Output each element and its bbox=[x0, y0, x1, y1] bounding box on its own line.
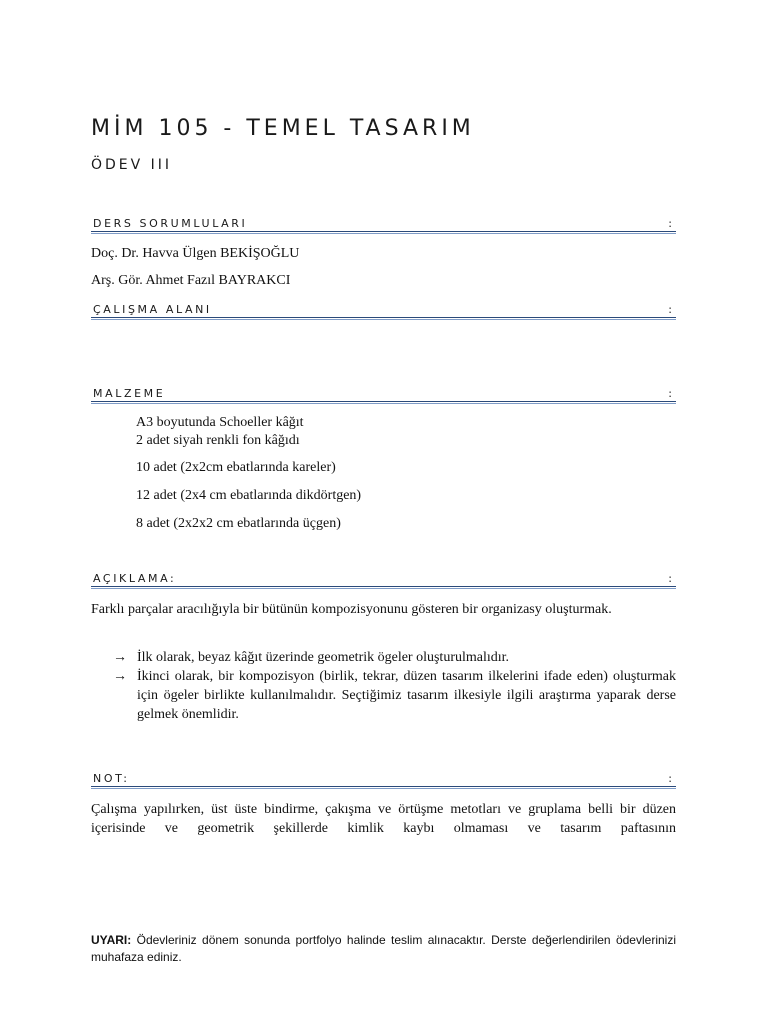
section-label: DERS SORUMLULARI bbox=[93, 217, 248, 230]
instructor-name: Doç. Dr. Havva Ülgen BEKİŞOĞLU bbox=[91, 246, 300, 261]
section-colon: : bbox=[668, 572, 672, 585]
arrow-icon: → bbox=[113, 650, 127, 665]
section-label: MALZEME bbox=[93, 387, 166, 400]
section-colon: : bbox=[668, 772, 672, 785]
material-item: 10 adet (2x2cm ebatlarında kareler) bbox=[136, 460, 336, 475]
note-text: Çalışma yapılırken, üst üste bindirme, çakışma ve örtüşme metotları ve gruplama belli bir düzen içerisinde ve geometrik şekillerde kimlik kaybı olmaması ve tasarım paftasının bbox=[91, 802, 676, 836]
section-rule bbox=[91, 788, 676, 789]
section-rule bbox=[91, 586, 676, 587]
document-title: MİM 105 - TEMEL TASARIM bbox=[91, 116, 475, 141]
section-rule bbox=[91, 317, 676, 318]
section-rule bbox=[91, 231, 676, 232]
section-header-calisma-alani bbox=[91, 296, 676, 320]
bullet-text: İkinci olarak, bir kompozisyon (birlik, tekrar, düzen tasarım ilkelerini ifade eden) oluşturmak için ögeler birlikte kullanılmalıdır. Seçtiğimiz tasarım ilkesiyle ilgili araştırma yaparak derse gelmek önemlidir. bbox=[137, 669, 676, 722]
assistant-name: Arş. Gör. Ahmet Fazıl BAYRAKCI bbox=[91, 273, 291, 288]
section-rule bbox=[91, 403, 676, 404]
section-label: NOT: bbox=[93, 772, 130, 785]
bullet-text: İlk olarak, beyaz kâğıt üzerinde geometrik ögeler oluşturulmalıdır. bbox=[137, 650, 510, 665]
section-colon: : bbox=[668, 217, 672, 230]
section-rule bbox=[91, 786, 676, 787]
material-item: 12 adet (2x4 cm ebatlarında dikdörtgen) bbox=[136, 488, 362, 503]
section-label: AÇIKLAMA: bbox=[93, 572, 177, 585]
section-header-ders-sorumlulari bbox=[91, 210, 676, 234]
material-item: 2 adet siyah renkli fon kâğıdı bbox=[136, 433, 300, 448]
material-item: A3 boyutunda Schoeller kâğıt bbox=[136, 415, 304, 430]
warning-note bbox=[91, 932, 676, 966]
section-rule bbox=[91, 319, 676, 320]
warning-text: Ödevleriniz dönem sonunda portfolyo halinde teslim alınacaktır. Derste değerlendirilen ödevlerinizi muhafaza ediniz. bbox=[91, 933, 676, 964]
section-label: ÇALIŞMA ALANI bbox=[93, 303, 212, 316]
warning-label: UYARI: bbox=[91, 933, 132, 947]
document-subtitle: ÖDEV III bbox=[91, 157, 173, 173]
section-colon: : bbox=[668, 387, 672, 400]
section-header-aciklama bbox=[91, 565, 676, 589]
description-intro: Farklı parçalar aracılığıyla bir bütünün kompozisyonunu gösteren bir organizasy oluşturmak. bbox=[91, 602, 612, 617]
arrow-icon: → bbox=[113, 669, 127, 684]
bullet-item bbox=[113, 667, 676, 724]
section-rule bbox=[91, 233, 676, 234]
section-rule bbox=[91, 401, 676, 402]
bullet-item bbox=[113, 648, 676, 667]
section-header-not bbox=[91, 765, 676, 789]
material-item: 8 adet (2x2x2 cm ebatlarında üçgen) bbox=[136, 516, 341, 531]
section-header-malzeme bbox=[91, 380, 676, 404]
section-rule bbox=[91, 588, 676, 589]
section-colon: : bbox=[668, 303, 672, 316]
